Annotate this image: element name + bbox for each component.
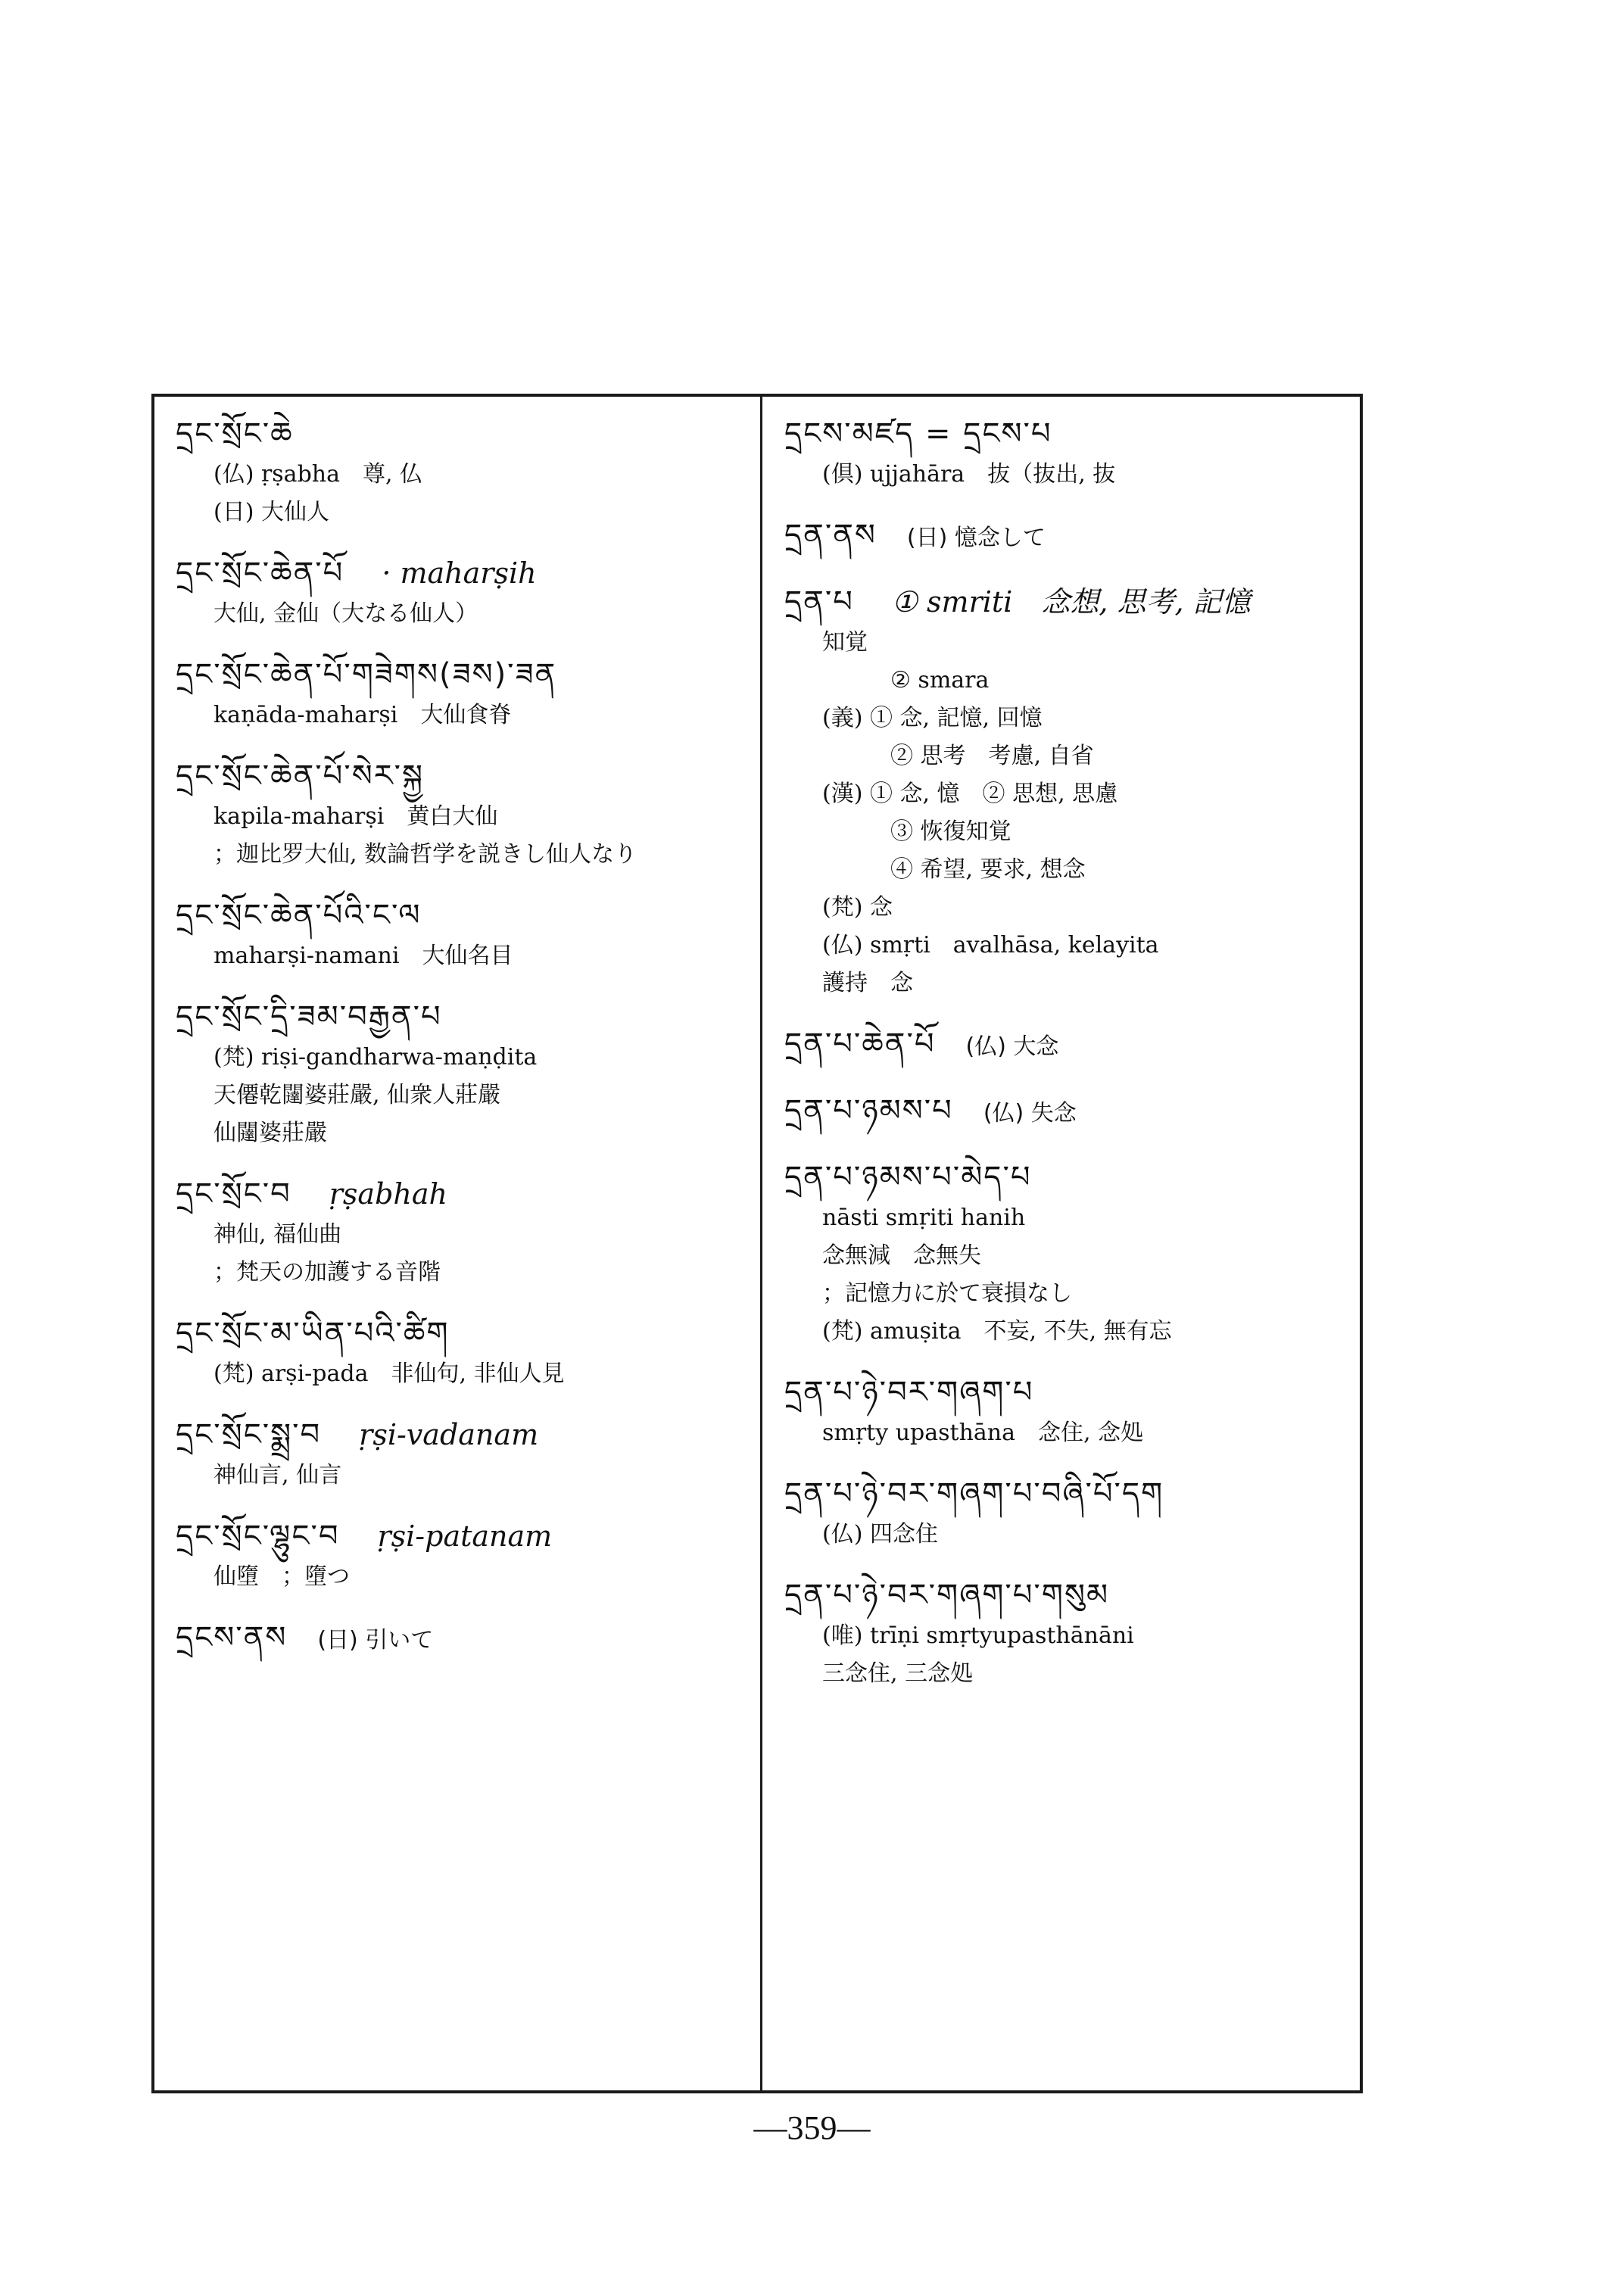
- entry-definition-line: 神仙, 福仙曲: [214, 1221, 342, 1248]
- entry-definition-line: 神仙言, 仙言: [214, 1462, 342, 1488]
- tibetan-headword: དྲན་པ་ཆེན་པོ: [784, 1027, 936, 1061]
- entry-definition-line: (仏) 四念住: [822, 1521, 938, 1548]
- entry-definition-line: (梵) riṣi-gandharwa-maṇḍita: [214, 1044, 538, 1071]
- entry-definition-line: (倶) ujjahāra 抜（抜出, 抜: [822, 461, 1116, 488]
- sanskrit-transliteration: ṛṣi-vadanam: [359, 1418, 539, 1451]
- right-column: [784, 412, 1354, 2075]
- entry-definition-line: (梵) 念: [822, 894, 893, 921]
- entry-headword: [784, 1370, 1354, 1414]
- entry-headword: [784, 412, 1354, 456]
- tibetan-headword: དྲན་པ་ཉེ་བར་གཞག་པ: [784, 1375, 1034, 1410]
- entry-headword: [784, 1472, 1354, 1516]
- entry-definition-line: ；迦比罗大仙, 数論哲学を説きし仙人なり: [214, 841, 637, 868]
- dictionary-entry: [784, 1155, 1354, 1351]
- dictionary-entry: [784, 412, 1354, 494]
- entry-definition-line: 念無減 念無失: [822, 1242, 981, 1269]
- dictionary-entry: [784, 1022, 1354, 1069]
- entry-definition-line: 大仙, 金仙（大なる仙人）: [214, 600, 478, 627]
- tibetan-headword: དྲངས་ནས: [176, 1620, 288, 1655]
- entry-headword: [784, 513, 1354, 560]
- entry-headword: [176, 412, 751, 456]
- entry-gloss: (日) 憶念して: [906, 525, 1046, 551]
- sanskrit-transliteration: ① smriti 念想, 思考, 記憶: [891, 585, 1251, 619]
- tibetan-headword: དྲན་པ་ཉེ་བར་གཞག་པ་བཞི་པོ་དག: [784, 1476, 1164, 1511]
- entry-definition-line: ；記憶力に於て衰損なし: [822, 1280, 1072, 1307]
- entry-definition-line: (漢) ① 念, 憶 ② 思想, 思慮: [822, 781, 1118, 807]
- entry-headword: [176, 893, 751, 937]
- tibetan-headword: དྲན་པ་ཉམས་པ་མེད་པ: [784, 1160, 1032, 1195]
- dictionary-entry: [784, 580, 1354, 1002]
- tibetan-headword: དྲང་སྲོང་ཆེ: [176, 416, 294, 451]
- entry-definition-line: ③ 恢復知覚: [890, 818, 1011, 845]
- sanskrit-transliteration: · maharṣih: [382, 556, 537, 590]
- entry-definition-line: (梵) amuṣita 不妄, 不失, 無有忘: [822, 1318, 1172, 1345]
- entry-definition-line: kaṇāda-maharṣi 大仙食脊: [214, 702, 512, 728]
- tibetan-headword: དྲངས་མཛད = དྲངས་པ: [784, 416, 1052, 451]
- dictionary-entry: [176, 1616, 751, 1663]
- entry-definition-line: 天僊乾闥婆莊嚴, 仙衆人莊嚴: [214, 1082, 501, 1108]
- tibetan-headword: དྲན་པ་ཉེ་བར་གཞག་པ་གསུམ: [784, 1578, 1110, 1613]
- entry-headword: [784, 1155, 1354, 1199]
- dictionary-entry: [176, 1514, 751, 1596]
- dictionary-entry: [784, 513, 1354, 560]
- entry-gloss: (仏) 大念: [965, 1033, 1059, 1060]
- entry-definition-line: 仙闥婆莊嚴: [214, 1120, 327, 1146]
- entry-definition-line: maharṣi-namani 大仙名目: [214, 943, 513, 969]
- sanskrit-transliteration: ṛṣi-patanam: [377, 1519, 553, 1553]
- entry-definition-line: ② smara: [890, 667, 990, 693]
- dictionary-entry: [176, 1311, 751, 1393]
- dictionary-entry: [176, 551, 751, 633]
- entry-definition-line: 三念住, 三念処: [822, 1660, 974, 1687]
- entry-definition-line: (義) ① 念, 記憶, 回憶: [822, 705, 1043, 731]
- entry-definition-line: (日) 大仙人: [214, 499, 329, 525]
- entry-definition-line: ② 思考 考慮, 自省: [890, 743, 1094, 769]
- entry-headword: [784, 580, 1354, 624]
- entry-definition-line: 仙墮 ；墮つ: [214, 1563, 350, 1590]
- entry-gloss: (日) 引いて: [317, 1627, 434, 1653]
- dictionary-page-frame: [151, 394, 1363, 2093]
- entry-headword: [176, 653, 751, 697]
- dictionary-entry: [176, 754, 751, 874]
- entry-headword: [176, 1413, 751, 1457]
- dictionary-entry: [784, 1370, 1354, 1452]
- dictionary-entry: [784, 1089, 1354, 1136]
- tibetan-headword: དྲང་སྲོང་ཆེན་པོ: [176, 556, 344, 591]
- entry-headword: [176, 1172, 751, 1216]
- dictionary-entry: [176, 1413, 751, 1495]
- entry-headword: [784, 1022, 1354, 1069]
- tibetan-headword: དྲང་སྲོང་ལྷུང་བ: [176, 1519, 340, 1554]
- entry-headword: [784, 1573, 1354, 1617]
- tibetan-headword: དྲན་པ: [784, 584, 854, 619]
- entry-definition-line: (仏) smṛti avalhāsa, kelayita: [822, 932, 1159, 958]
- entry-definition-line: smṛty upasthāna 念住, 念処: [822, 1420, 1144, 1446]
- tibetan-headword: དྲང་སྲོང་ཆེན་པོ་སེར་སྐྱ: [176, 759, 425, 793]
- entry-headword: [176, 551, 751, 595]
- sanskrit-transliteration: ṛṣabhah: [329, 1177, 448, 1211]
- entry-headword: [176, 995, 751, 1039]
- entry-definition-line: (梵) arṣi-pada 非仙句, 非仙人見: [214, 1361, 565, 1387]
- tibetan-headword: དྲང་སྲོང་ཆེན་པོ་གཟེགས(ཟས)་ཟན: [176, 657, 557, 692]
- entry-definition-line: nāsti smṛiti hanih: [822, 1205, 1026, 1231]
- entry-gloss: (仏) 失念: [983, 1100, 1077, 1127]
- dictionary-entry: [176, 893, 751, 975]
- tibetan-headword: དྲང་སྲོང་མ་ཡིན་པའི་ཚིག: [176, 1316, 450, 1351]
- column-divider: [760, 397, 762, 2090]
- entry-definition-line: ④ 希望, 要求, 想念: [890, 856, 1086, 883]
- entry-headword: [176, 1514, 751, 1558]
- dictionary-entry: [784, 1472, 1354, 1554]
- dictionary-entry: [784, 1573, 1354, 1693]
- dictionary-entry: [176, 995, 751, 1152]
- tibetan-headword: དྲང་སྲོང་ཆེན་པོའི་ང་ལ: [176, 898, 422, 933]
- entry-definition-line: kapila-maharṣi 黄白大仙: [214, 803, 498, 830]
- tibetan-headword: དྲན་པ་ཉམས་པ: [784, 1093, 953, 1128]
- entry-headword: [784, 1089, 1354, 1136]
- entry-headword: [176, 1616, 751, 1663]
- dictionary-entry: [176, 653, 751, 734]
- entry-definition-line: 知覚: [822, 629, 868, 656]
- left-column: [176, 412, 751, 2075]
- tibetan-headword: དྲང་སྲོང་སྨྲ་བ: [176, 1417, 322, 1452]
- page-number: —359—: [753, 2109, 871, 2146]
- entry-headword: [176, 754, 751, 798]
- entry-definition-line: (仏) ṛṣabha 尊, 仏: [214, 461, 423, 488]
- dictionary-entry: [176, 412, 751, 531]
- entry-definition-line: 護持 念: [822, 970, 913, 996]
- tibetan-headword: དྲན་ནས: [784, 518, 877, 553]
- entry-definition-line: ；梵天の加護する音階: [214, 1259, 441, 1286]
- dictionary-entry: [176, 1172, 751, 1292]
- entry-headword: [176, 1311, 751, 1355]
- tibetan-headword: དྲང་སྲོང་བ: [176, 1177, 291, 1211]
- entry-definition-line: (唯) trīṇi smṛtyupasthānāni: [822, 1622, 1134, 1649]
- tibetan-headword: དྲང་སྲོང་དྲི་ཟམ་བརྒྱན་པ: [176, 999, 442, 1034]
